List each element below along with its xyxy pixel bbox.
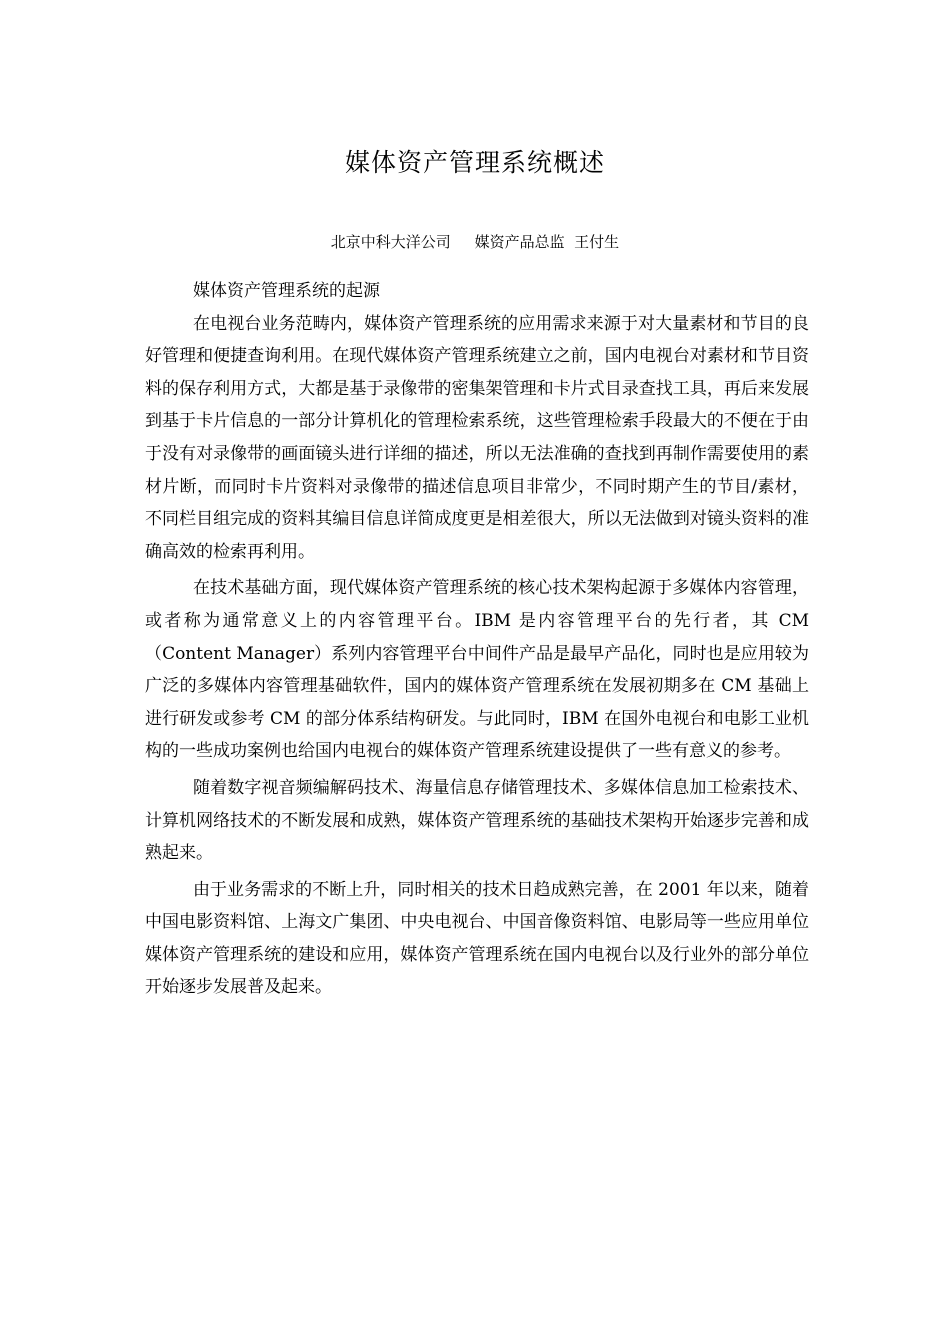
- author-byline: 北京中科大洋公司 媒资产品总监 王付生: [330, 233, 620, 251]
- page-title: 媒体资产管理系统概述: [344, 148, 605, 177]
- paragraph-2: 在技术基础方面，现代媒体资产管理系统的核心技术架构起源于多媒体内容管理，或者称为通常意义上的内容管理平台。IBM 是内容管理平台的先行者，其 CM（Content Manager）系列内容管理平台中间件产品是最早产品化，同时也是应用较为广泛的多媒体内容管理基础软件，国内的媒体资产管理系统在发展初期多在 CM 基础上进行研发或参考 CM 的部分体系结构研发。与此同时，IBM 在国外电视台和电影工业机构的一些成功案例也给国内电视台的媒体资产管理系统建设提供了一些有意义的参考。: [145, 578, 809, 762]
- paragraph-4: 由于业务需求的不断上升，同时相关的技术日趋成熟完善，在 2001 年以来，随着中国电影资料馆、上海文广集团、中央电视台、中国音像资料馆、电影局等一些应用单位媒体资产管理系统的建设和应用，媒体资产管理系统在国内电视台以及行业外的部分单位开始逐步发展普及起来。: [145, 879, 809, 998]
- section-heading: 媒体资产管理系统的起源: [193, 281, 380, 301]
- document-body: [145, 275, 809, 1004]
- paragraph-1: 在电视台业务范畴内，媒体资产管理系统的应用需求来源于对大量素材和节目的良好管理和便捷查询利用。在现代媒体资产管理系统建立之前，国内电视台对素材和节目资料的保存利用方式，大都是基于录像带的密集架管理和卡片式目录查找工具，再后来发展到基于卡片信息的一部分计算机化的管理检索系统，这些管理检索手段最大的不便在于由于没有对录像带的画面镜头进行详细的描述，所以无法准确的查找到再制作需要使用的素材片断，而同时卡片资料对录像带的描述信息项目非常少，不同时期产生的节目/素材，不同栏目组完成的资料其编目信息详简成度更是相差很大，所以无法做到对镜头资料的准确高效的检索再利用。: [145, 313, 809, 562]
- paragraph-3: 随着数字视音频编解码技术、海量信息存储管理技术、多媒体信息加工检索技术、计算机网络技术的不断发展和成熟，媒体资产管理系统的基础技术架构开始逐步完善和成熟起来。: [145, 777, 809, 864]
